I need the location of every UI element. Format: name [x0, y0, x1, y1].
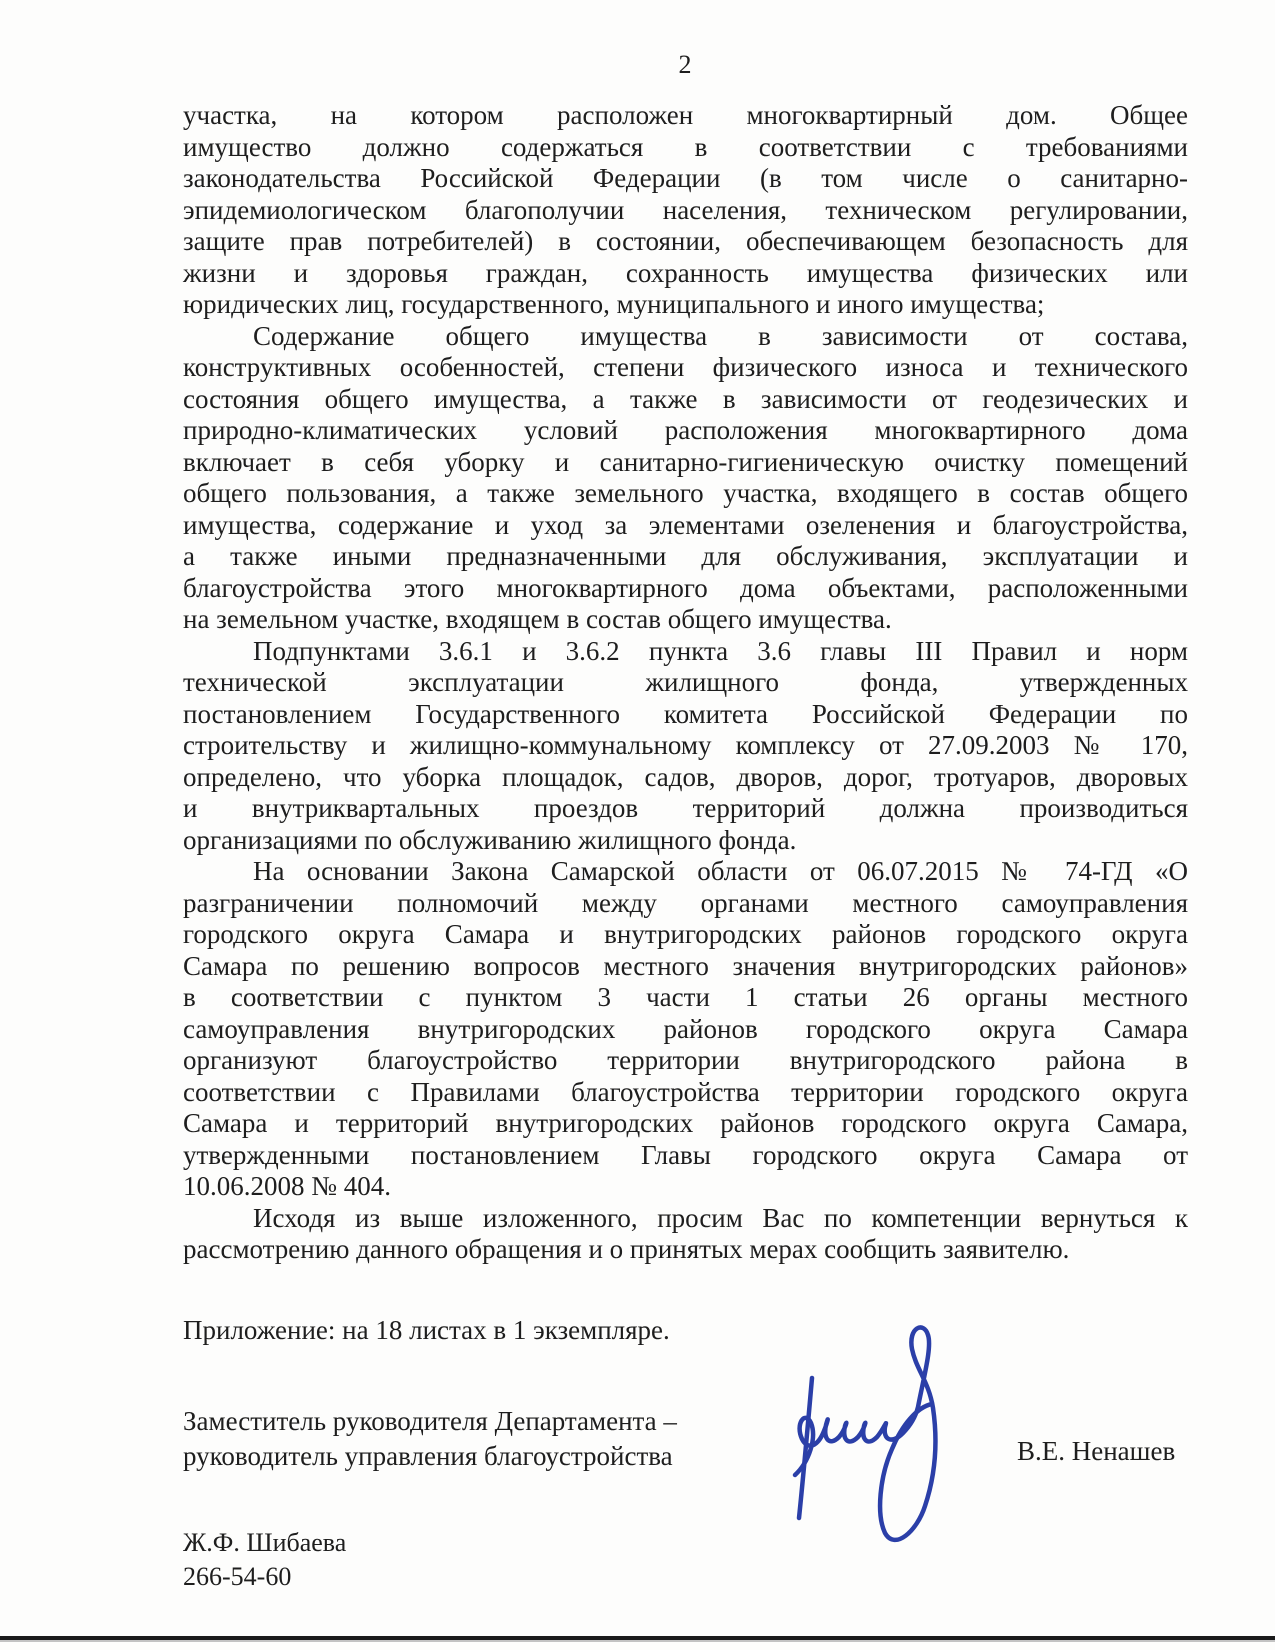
- paragraph-line: Подпунктами 3.6.1 и 3.6.2 пункта 3.6 главы III Правил и норм: [253, 635, 1188, 666]
- executor-block: [183, 1526, 346, 1594]
- paragraph-line: жизни и здоровья граждан, сохранность имущества физических или: [183, 257, 1188, 288]
- paragraph-line: в соответствии с пунктом 3 части 1 статьи 26 органы местного: [183, 982, 1188, 1012]
- attachment-note: Приложение: на 18 листах в 1 экземпляре.: [183, 1315, 670, 1345]
- paragraph-line: имущества, содержание и уход за элементами озеленения и благоустройства,: [183, 509, 1188, 540]
- paragraph: [183, 100, 1188, 321]
- paragraph-line: рассмотрению данного обращения и о принятых мерах сообщить заявителю.: [183, 1234, 1070, 1264]
- paragraph-line: Самара по решению вопросов местного значения внутригородских районов»: [183, 950, 1188, 981]
- paragraph-line: и внутриквартальных проездов территорий должна производиться: [183, 793, 1188, 823]
- paragraph-line: конструктивных особенностей, степени физического износа и технического: [183, 352, 1188, 382]
- paragraph-line: На основании Закона Самарской области от 06.07.2015 № 74-ГД «О: [253, 856, 1188, 886]
- paragraph-line: законодательства Российской Федерации (в том числе о санитарно-: [183, 163, 1188, 193]
- signer-position-line1: Заместитель руководителя Департамента –: [183, 1406, 677, 1436]
- handwritten-signature-icon: [785, 1320, 960, 1560]
- paragraph-line: юридических лиц, государственного, муниципального и иного имущества;: [183, 289, 1045, 319]
- paragraph-line: Содержание общего имущества в зависимости от состава,: [253, 320, 1188, 351]
- executor-phone: 266-54-60: [183, 1562, 292, 1591]
- paragraph-line: общего пользования, а также земельного участка, входящего в состав общего: [183, 478, 1188, 508]
- paragraph-line: природно-климатических условий расположения многоквартирного дома: [183, 415, 1188, 445]
- paragraph-line: соответствии с Правилами благоустройства территории городского округа: [183, 1076, 1188, 1107]
- signer-position-line2: руководитель управления благоустройства: [183, 1441, 673, 1471]
- page-bottom-scan-edge-shadow: [0, 1640, 1275, 1642]
- page-number: 2: [678, 50, 693, 79]
- paragraph-line: Самара и территорий внутригородских районов городского округа Самара,: [183, 1108, 1188, 1138]
- executor-name: Ж.Ф. Шибаева: [183, 1528, 347, 1557]
- paragraph-line: состояния общего имущества, а также в зависимости от геодезических и: [183, 383, 1188, 414]
- paragraph-line: постановлением Государственного комитета Российской Федерации по: [183, 698, 1188, 729]
- paragraph-line: 10.06.2008 № 404.: [183, 1171, 392, 1201]
- paragraph-line: имущество должно содержаться в соответствии с требованиями: [183, 131, 1188, 162]
- paragraph-line: на земельном участке, входящем в состав общего имущества.: [183, 604, 892, 634]
- paragraph: [183, 321, 1188, 636]
- paragraph: [183, 636, 1188, 857]
- paragraph-line: благоустройства этого многоквартирного дома объектами, расположенными: [183, 572, 1188, 603]
- paragraph-line: городского округа Самара и внутригородских районов городского округа: [183, 919, 1188, 949]
- paragraph: [183, 856, 1188, 1203]
- paragraph-line: определено, что уборка площадок, садов, дворов, дорог, тротуаров, дворовых: [183, 761, 1188, 792]
- paragraph-line: утвержденными постановлением Главы городского округа Самара от: [183, 1139, 1188, 1170]
- paragraph-line: организациями по обслуживанию жилищного фонда.: [183, 824, 797, 855]
- document-body: [183, 100, 1188, 1266]
- paragraph-line: участка, на котором расположен многоквартирный дом. Общее: [183, 100, 1188, 130]
- paragraph-line: а также иными предназначенными для обслуживания, эксплуатации и: [183, 541, 1188, 571]
- paragraph-line: самоуправления внутригородских районов городского округа Самара: [183, 1013, 1188, 1044]
- paragraph-line: Исходя из выше изложенного, просим Вас по компетенции вернуться к: [253, 1202, 1188, 1233]
- paragraph-line: организуют благоустройство территории внутригородского района в: [183, 1045, 1188, 1075]
- paragraph-line: включает в себя уборку и санитарно-гигиеническую очистку помещений: [183, 446, 1188, 477]
- paragraph-line: разграничении полномочий между органами местного самоуправления: [183, 887, 1188, 918]
- paragraph: [183, 1203, 1188, 1266]
- signature-strokes: [795, 1327, 935, 1539]
- paragraph-line: технической эксплуатации жилищного фонда, утвержденных: [183, 667, 1188, 697]
- paragraph-line: эпидемиологическом благополучии населения, техническом регулировании,: [183, 194, 1188, 225]
- signer-position: [183, 1404, 677, 1474]
- signer-name: В.Е. Ненашев: [1017, 1436, 1176, 1466]
- paragraph-line: защите прав потребителей) в состоянии, обеспечивающем безопасность для: [183, 226, 1188, 256]
- paragraph-line: строительству и жилищно-коммунальному комплексу от 27.09.2003 № 170,: [183, 730, 1188, 760]
